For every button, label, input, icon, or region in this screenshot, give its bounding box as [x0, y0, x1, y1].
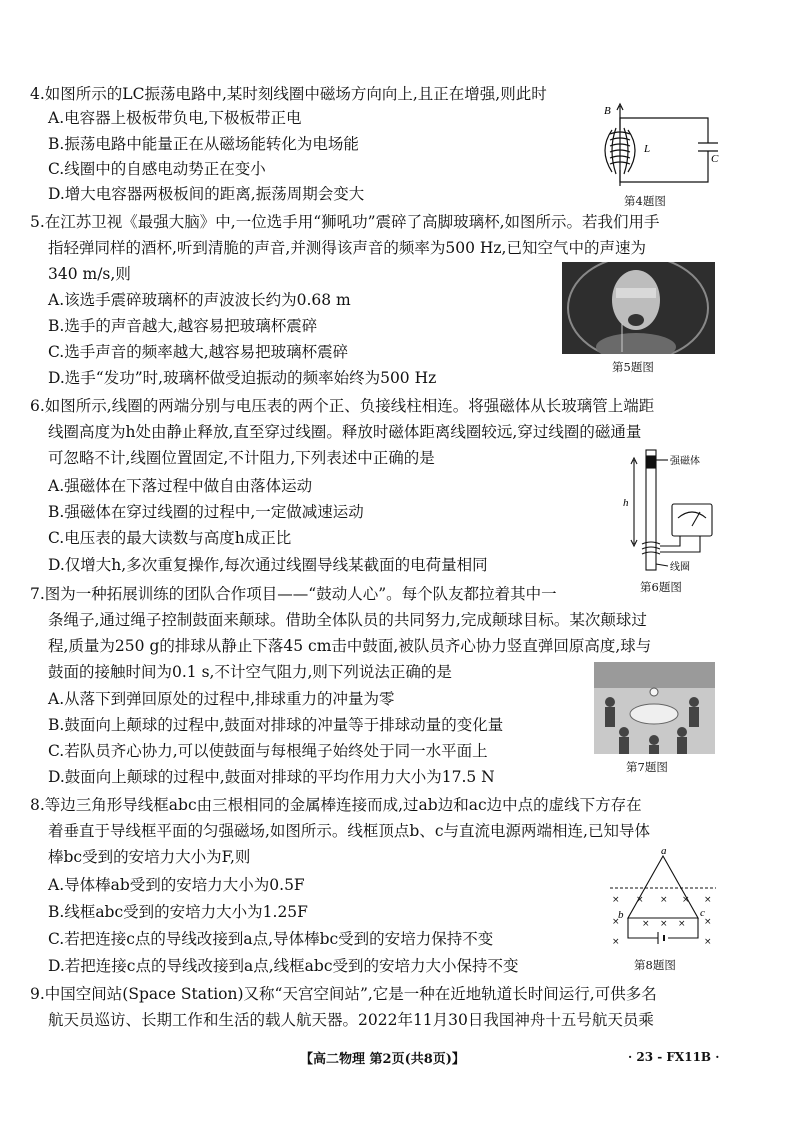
q6-stem-line3: 可忽略不计,线圈位置固定,不计阻力,下列表述中正确的是 [48, 449, 435, 467]
svg-text:×: × [660, 919, 668, 929]
q4-stem: 4.如图所示的LC振荡电路中,某时刻线圈中磁场方向向上,且正在增强,则此时 [30, 85, 547, 103]
q8-fig-caption: 第8题图 [634, 958, 676, 972]
q8-label-a: a [661, 846, 667, 857]
q6-label-magnet: 强磁体 [670, 456, 700, 467]
svg-text:×: × [612, 937, 620, 947]
footer-code: · 23 - FX11B · [628, 1050, 720, 1064]
svg-text:×: × [612, 917, 620, 927]
q7-option-d: D.鼓面向上颠球的过程中,鼓面对排球的平均作用力大小为17.5 N [48, 768, 495, 786]
q7-stem-line1: 7.图为一种拓展训练的团队合作项目——“鼓动人心”。每个队友都拉着其中一 [30, 585, 557, 603]
q6-fig-caption: 第6题图 [640, 580, 682, 594]
svg-text:×: × [660, 895, 668, 905]
q8-option-c: C.若把连接c点的导线改接到a点,导体棒bc受到的安培力保持不变 [48, 930, 494, 948]
q4-lc-circuit-figure [598, 100, 724, 190]
q7-fig-caption: 第7题图 [626, 760, 668, 774]
q6-option-b: B.强磁体在穿过线圈的过程中,一定做减速运动 [48, 503, 364, 521]
svg-text:×: × [704, 937, 712, 947]
q5-fig-caption: 第5题图 [612, 360, 654, 374]
svg-text:×: × [612, 895, 620, 905]
q8-stem-line3: 棒bc受到的安培力大小为F,则 [48, 848, 251, 866]
q8-option-a: A.导体棒ab受到的安培力大小为0.5F [48, 876, 305, 894]
q6-option-a: A.强磁体在下落过程中做自由落体运动 [48, 477, 313, 495]
q6-option-c: C.电压表的最大读数与高度h成正比 [48, 529, 292, 547]
q4-option-c: C.线圈中的自感电动势正在变小 [48, 160, 266, 178]
q8-stem-line2: 着垂直于导线框平面的匀强磁场,如图所示。线框顶点b、c与直流电源两端相连,已知导体 [48, 822, 650, 840]
q7-stem-line4: 鼓面的接触时间为0.1 s,不计空气阻力,则下列说法正确的是 [48, 663, 452, 681]
svg-text:×: × [682, 895, 690, 905]
q4-label-b: B [604, 105, 611, 117]
svg-text:×: × [704, 895, 712, 905]
svg-text:×: × [704, 917, 712, 927]
q8-stem-line1: 8.等边三角形导线框abc由三根相同的金属棒连接而成,过ab边和ac边中点的虚线下方存在 [30, 796, 642, 814]
q4-option-b: B.振荡电路中能量正在从磁场能转化为电场能 [48, 135, 359, 153]
q7-stem-line3: 程,质量为250 g的排球从静止下落45 cm击中鼓面,被队员齐心协力竖直弹回原高度,球与 [48, 637, 652, 655]
q5-stem-line1: 5.在江苏卫视《最强大脑》中,一位选手用“狮吼功”震碎了高脚玻璃杯,如图所示。若我们用手 [30, 213, 660, 231]
q7-stem-line2: 条绳子,通过绳子控制鼓面来颠球。借助全体队员的共同努力,完成颠球目标。某次颠球过 [48, 611, 647, 629]
q7-photo [594, 662, 715, 754]
q5-option-a: A.该选手震碎玻璃杯的声波波长约为0.68 m [48, 291, 351, 309]
q6-option-d: D.仅增大h,多次重复操作,每次通过线圈导线某截面的电荷量相同 [48, 556, 488, 574]
q7-option-a: A.从落下到弹回原处的过程中,排球重力的冲量为零 [48, 690, 395, 708]
q9-stem-line2: 航天员巡访、长期工作和生活的载人航天器。2022年11月30日我国神舟十五号航天员乘 [48, 1011, 654, 1029]
q5-stem-line3: 340 m/s,则 [48, 265, 131, 283]
q6-label-h: h [623, 497, 629, 509]
q6-stem-line2: 线圈高度为h处由静止释放,直至穿过线圈。释放时磁体距离线圈较远,穿过线圈的磁通量 [48, 423, 642, 441]
q5-option-c: C.选手声音的频率越大,越容易把玻璃杯震碎 [48, 343, 349, 361]
q4-label-l: L [644, 143, 651, 155]
q4-fig-caption: 第4题图 [624, 194, 666, 208]
q8-triangle-frame-figure [606, 846, 720, 952]
q6-label-coil: 线圈 [670, 562, 690, 573]
footer-page-info: 【高二物理 第2页(共8页)】 [300, 1052, 465, 1067]
q7-option-b: B.鼓面向上颠球的过程中,鼓面对排球的冲量等于排球动量的变化量 [48, 716, 504, 734]
q8-option-b: B.线框abc受到的安培力大小为1.25F [48, 903, 308, 921]
q8-label-b: b [618, 909, 624, 921]
svg-text:×: × [642, 919, 650, 929]
q8-option-d: D.若把连接c点的导线改接到a点,线框abc受到的安培力大小保持不变 [48, 957, 519, 975]
svg-text:×: × [678, 919, 686, 929]
q6-magnet-tube-figure [620, 446, 724, 576]
q7-option-c: C.若队员齐心协力,可以使鼓面与每根绳子始终处于同一水平面上 [48, 742, 488, 760]
q8-label-c: c [700, 907, 705, 919]
q4-option-a: A.电容器上极板带负电,下极板带正电 [48, 109, 302, 127]
q5-photo [562, 262, 715, 354]
q6-stem-line1: 6.如图所示,线圈的两端分别与电压表的两个正、负接线柱相连。将强磁体从长玻璃管上端距 [30, 397, 655, 415]
q5-option-b: B.选手的声音越大,越容易把玻璃杯震碎 [48, 317, 318, 335]
q5-option-d: D.选手“发功”时,玻璃杯做受迫振动的频率始终为500 Hz [48, 369, 437, 387]
q9-stem-line1: 9.中国空间站(Space Station)又称“天宫空间站”,它是一种在近地轨道长时间运行,可供多名 [30, 985, 657, 1003]
q4-label-c: C [711, 153, 719, 165]
q4-option-d: D.增大电容器两极板间的距离,振荡周期会变大 [48, 185, 365, 203]
q5-stem-line2: 指轻弹同样的酒杯,听到清脆的声音,并测得该声音的频率为500 Hz,已知空气中的声速为 [48, 239, 646, 257]
svg-text:×: × [636, 895, 644, 905]
